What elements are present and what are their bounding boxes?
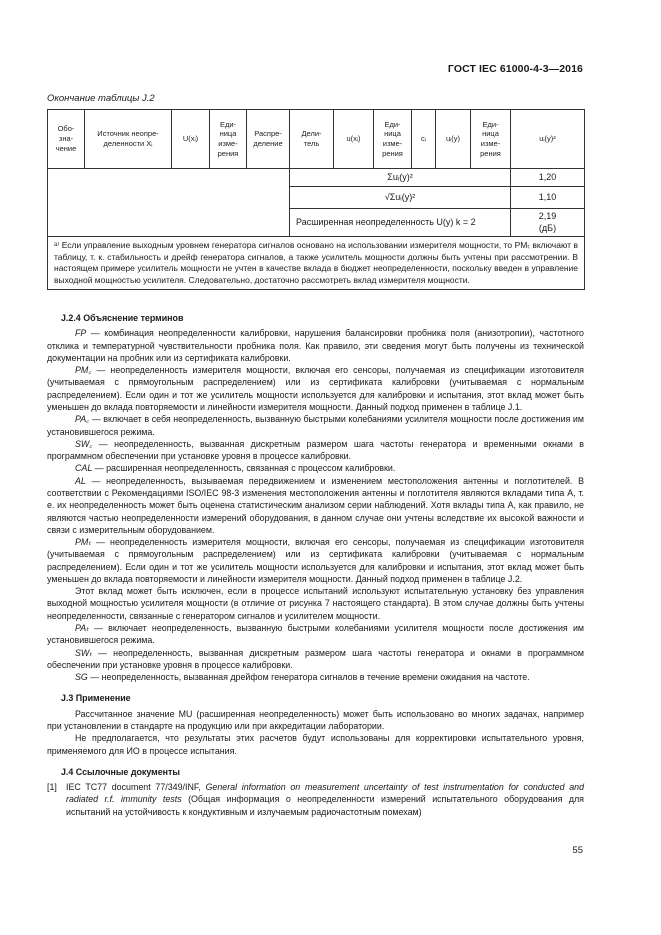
table-footnote: ᵃ⁾ Если управление выходным уровнем генератора сигналов основано на использовании измерителя мощности, то PMₜ включают в таблицу, т. к. стабильность и дрейф генератора сигналов, а также усилитель мощности должны быть учтены при рассмотрении. В настоящем примере усилитель мощности не учтен в качестве вклада в бюджет неопределенности, поскольку введен в управление выходной мощностью усилителя. Следовательно, достаточно рассмотреть вклад измерителя мощности. (48, 237, 585, 290)
document-code: ГОСТ IEC 61000-4-3—2016 (447, 63, 583, 75)
paragraph: Этот вклад может быть исключен, если в процессе испытаний используют испытательную установку без управления выходной мощностью усилителя мощности (в отличие от рисунка 7 настоящего стандарта). В этом случае должны быть учтены неопределенности, связанные с генератором сигналов и усилителем мощности. (47, 586, 584, 621)
term-text: — включает в себя неопределенность, вызванную быстрыми колебаниями усилителя мощности после достижения им установившегося режима. (47, 414, 584, 437)
table-row (48, 169, 585, 187)
expanded-uncertainty-value: 2,19 (дБ) (511, 209, 585, 237)
col-header: u(xᵢ) (334, 110, 374, 169)
term-symbol: SW꜀ (75, 438, 93, 449)
col-header: uᵢ(y) (436, 110, 471, 169)
term-text: — включает неопределенность, вызванную быстрыми колебаниями усилителя мощности после достижения им установившегося режима. (47, 623, 584, 646)
term-definition (47, 438, 584, 463)
reference-description: (Общая информация о неопределенности измерений испытательного оборудования для испытаний на устойчивость к кондуктивным и излучаемым радиочастотным помехам) (66, 794, 584, 817)
sqrt-sum-value: 1,10 (511, 187, 585, 209)
term-text: — неопределенность, вызванная дискретным размером шага частоты генератора и временными окнами в программном обеспечении при установке уровня в процессе калибровки. (47, 438, 584, 462)
term-definition (47, 536, 584, 585)
expanded-uncertainty-label: Расширенная неопределенность U(y) k = 2 (290, 209, 511, 237)
reference-title: General information on measurement uncertainty of test instrumentation for conducted and radiated r.f. immunity tests (66, 782, 585, 805)
section-heading: J.3 Применение (61, 693, 131, 704)
col-header: Еди- ница изме- рения (374, 110, 412, 169)
col-header: Источник неопре- деленности Xᵢ (85, 110, 172, 169)
col-header: Еди- ница изме- рения (471, 110, 511, 169)
table-footnote-row (48, 237, 585, 290)
table-caption: Окончание таблицы J.2 (47, 93, 155, 104)
term-symbol: AL (75, 475, 86, 486)
term-symbol: PM꜀ (75, 365, 92, 376)
term-text: — неопределенность, вызванная дрейфом генератора сигналов в течение времени ожидания на частоте. (87, 672, 530, 683)
col-header: U(xᵢ) (172, 110, 210, 169)
reference-item (47, 781, 584, 818)
term-text: — неопределенность, вызываемая передвижением и изменением местоположения антенны и поглотителей. В соответствии с Рекомендациями ISO/IEC 98-3 изменения местоположения антенны и поглотителя являются вкладами типа А, т. е. их неопределенность может быть оценена статистическим анализом серии наблюдений. Хотя вклады типа А, как правило, не являются частью неопределенности измерений оборудования, в данном случае они учтены вследствие их высокой важности и связи с измерительным оборудованием. (47, 475, 584, 535)
term-symbol: PA꜀ (75, 414, 90, 425)
term-text: — неопределенность измерителя мощности, включая его сенсоры, получаемая из спецификации изготовителя (учитываемая с прямоугольным распределением) или из сертификата калибровки (учитываемая с нормальным распределением). Если один и тот же усилитель мощности используется для калибровки и испытания, этот вклад может быть уменьшен до вклада повторяемости и линейности измерителя мощности. Данный подход применен в таблице J.2. (47, 537, 584, 584)
table-header-row (48, 110, 585, 169)
section-heading: J.4 Ссылочные документы (61, 766, 180, 777)
sum-value: 1,20 (511, 169, 585, 187)
term-text: — неопределенность измерителя мощности, включая его сенсоры, получаемая из спецификации изготовителя (учитываемая с прямоугольным распределением) или из сертификата калибровки (учитываемая с нормальным распределением). Если один и тот же усилитель мощности используется для калибровки и испытания, этот вклад может быть уменьшен до вклада повторяемости и линейности измерителя мощности. Данный подход применен в таблице J.1. (47, 365, 584, 412)
reference-number: [1] (47, 782, 57, 793)
sum-label: Σuᵢ(y)² (290, 169, 511, 187)
term-text: — комбинация неопределенности калибровки, нарушения балансировки пробника поля (анизотропии), частотного отклика и температурной чувствительности пробника поля. Как правило, эти сведения могут быть получены из технической документации на пробник или из сертификата калибровки. (47, 328, 584, 363)
term-definition (47, 462, 584, 474)
term-definition (47, 327, 584, 364)
section-heading: J.2.4 Объяснение терминов (61, 313, 184, 323)
term-definition (47, 413, 584, 438)
col-header: uᵢ(y)² (511, 110, 585, 169)
paragraph: Рассчитанное значение MU (расширенная неопределенность) может быть использовано во многих задачах, например при установлении в стандарте на продукцию или при аккредитации лаборатории. (47, 708, 584, 731)
paragraph: Не предполагается, что результаты этих расчетов будут использованы для корректировки испытательного уровня, применяемого для ИО в процессе испытания. (47, 733, 584, 756)
term-definition (47, 364, 584, 413)
term-symbol: PMₜ (75, 537, 91, 548)
col-header: Еди- ница изме- рения (210, 110, 247, 169)
col-header: Обо- зна- чение (48, 110, 85, 169)
term-definition (47, 622, 584, 647)
col-header: Распре- деление (247, 110, 290, 169)
term-symbol: SWₜ (75, 647, 92, 658)
empty-cell (48, 169, 290, 237)
document-body (47, 312, 584, 818)
col-header: Дели- тель (290, 110, 334, 169)
term-definition (47, 475, 584, 536)
term-symbol: PAₜ (75, 623, 89, 634)
term-definition (47, 647, 584, 672)
uncertainty-table (47, 109, 585, 290)
reference-text: IEC TC77 document 77/349/INF, (66, 782, 206, 793)
term-text: — расширенная неопределенность, связанная с процессом калибровки. (92, 463, 396, 474)
term-definition (47, 671, 584, 683)
term-symbol: SG (75, 672, 88, 683)
page-number: 55 (572, 845, 583, 856)
col-header: cᵢ (412, 110, 436, 169)
term-symbol: FP (75, 328, 87, 339)
term-symbol: CAL (75, 463, 93, 474)
sqrt-sum-label: √Σuᵢ(y)² (290, 187, 511, 209)
term-text: — неопределенность, вызванная дискретным размером шага частоты генератора и окнами в программном обеспечении при установке уровня в процессе калибровки. (47, 647, 584, 670)
